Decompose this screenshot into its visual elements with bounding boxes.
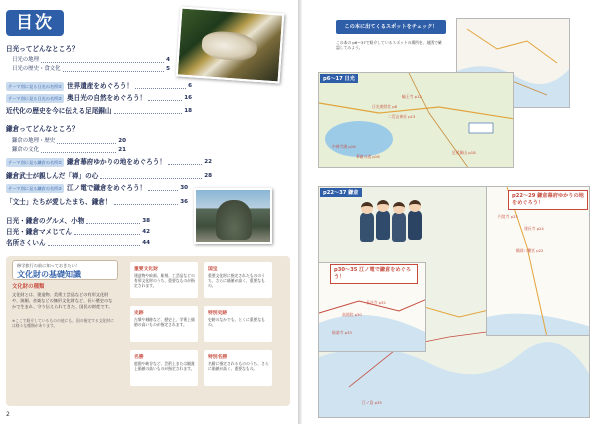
map-pin[interactable]: 日光東照宮 p8 (372, 104, 398, 109)
theme-tag: テーマ別に見る日光の名所② (8, 96, 63, 101)
spot-check-banner: この本に出てくるスポットをチェック！ (336, 20, 446, 34)
map-pin[interactable]: 輪王寺 p12 (402, 94, 422, 99)
map-pin[interactable]: 華厳の滝 p16 (356, 154, 380, 159)
right-page (302, 0, 600, 424)
toc-row[interactable]: テーマ別に見る日光の名所① 世界遺産をめぐろう！ 6 (8, 82, 192, 90)
theme-tag: テーマ別に見る日光の名所① (8, 84, 63, 89)
card-historic-site: 史跡 古墳や城跡など、歴史上、学術上価値の高いものが指定されます。 (130, 306, 198, 342)
toc-row[interactable]: テーマ別に見る鎌倉の名所① 鎌倉幕府ゆかりの地をめぐろう！ 22 (8, 158, 212, 166)
map-pin[interactable]: 江ノ島 p35 (362, 400, 382, 405)
card-scenic-beauty: 名勝 庭園や峡谷など、芸術上または観賞上価値の高いものが指定されます。 (130, 350, 198, 386)
toc-row[interactable]: テーマ別に見る鎌倉の名所② 江ノ電で鎌倉をめぐろう！ 30 (8, 184, 188, 192)
students-illustration (358, 198, 424, 244)
toc-row[interactable]: 鎌倉の文化 21 (12, 147, 126, 153)
cat-carving (201, 30, 258, 62)
map-pin[interactable]: 円覚寺 p25 (498, 214, 518, 219)
map-pin[interactable]: 極楽寺 p33 (332, 330, 352, 335)
toc-row[interactable]: 鎌倉ってどんなところ？ (6, 125, 79, 133)
left-page (0, 0, 298, 424)
page-number: 2 (6, 411, 10, 418)
toc-row[interactable]: 名所さくいん 44 (6, 239, 150, 247)
nikko-map-graphic (319, 73, 514, 168)
map-enoden-label: p30〜35 江ノ電で鎌倉をめぐろう！ (330, 264, 418, 284)
buddha-statue (216, 200, 252, 240)
card-special-scenic-beauty: 特別名勝 名勝に指定されるもののうち、さらに価値が高く、重要なもの。 (204, 350, 272, 386)
map-pin[interactable]: 建長寺 p24 (524, 226, 544, 231)
map-pin[interactable]: 鶴岡八幡宮 p22 (516, 248, 544, 253)
toc-row[interactable]: 近代化の歴史を今に伝える足尾銅山 18 (6, 107, 192, 115)
photo-great-buddha (194, 188, 272, 244)
toc-row[interactable]: テーマ別に見る日光の名所② 奥日光の自然をめぐろう！ 16 (8, 94, 192, 102)
map-pin[interactable]: 高徳院 p30 (342, 312, 362, 317)
card-national-treasure: 国宝 重要文化財に指定されたもののうち、さらに価値が高く、重要なもの。 (204, 262, 272, 298)
toc-row[interactable]: 鎌倉武士が親しんだ「禅」の心 28 (6, 172, 212, 180)
map-pin[interactable]: 二荒山神社 p13 (388, 114, 416, 119)
info-header: 修学旅行の前に知っておきたい！ 文化財の基礎知識 (12, 260, 118, 280)
map-nikko[interactable] (318, 72, 514, 168)
map-pin[interactable]: 長谷寺 p32 (366, 300, 386, 305)
card-special-historic-site: 特別史跡 史跡のなかでも、とくに重要なもの。 (204, 306, 272, 342)
cultural-property-box (6, 256, 290, 406)
map-pin[interactable]: 足尾銅山 p18 (452, 150, 476, 155)
card-important-cultural-property: 重要文化財 建造物や絵画、彫刻、工芸品などの有形文化財のうち、重要なものが指定されます。 (130, 262, 198, 298)
info-intro: 文化財の種類 文化財とは、建造物、美術工芸品などの有形文化財や、演劇、音楽などの無形文化財など、長い歴史のなかで生まれ、守り伝えられてきた、国民の財産です。 ※ここで紹介しているものの他にも、国の指定する文化財には様々な種類があります。 (12, 284, 114, 329)
toc-row[interactable]: 鎌倉の地理・歴史 20 (12, 138, 126, 144)
map-pin[interactable]: 中禅寺湖 p16 (332, 144, 356, 149)
toc-row[interactable]: 日光ってどんなところ？ (6, 45, 79, 53)
toc-row[interactable]: 日光・鎌倉マメじてん 42 (6, 228, 150, 236)
photo-nemuri-neko (176, 6, 285, 83)
toc-row[interactable]: 「文士」たちが愛したまち、鎌倉！ 36 (6, 198, 188, 206)
toc-row[interactable]: 日光の歴史・食文化 5 (12, 66, 170, 72)
map-nikko-label: p6〜17 日光 (320, 74, 358, 83)
map-bakufu-label: p22〜29 鎌倉幕府ゆかりの地をめぐろう！ (508, 190, 588, 210)
theme-tag: テーマ別に見る鎌倉の名所② (8, 186, 63, 191)
toc-row[interactable]: 日光の地理 4 (12, 57, 170, 63)
spot-check-description: この本の p6〜37で紹介しているスポットの場所を、地図で確認してみよう。 (336, 40, 442, 51)
theme-tag: テーマ別に見る鎌倉の名所① (8, 160, 63, 165)
toc-row[interactable]: 日光・鎌倉のグルメ、小物 38 (6, 217, 150, 225)
map-kamakura-label: p22〜37 鎌倉 (320, 188, 362, 197)
page-title: 目次 (6, 10, 64, 36)
